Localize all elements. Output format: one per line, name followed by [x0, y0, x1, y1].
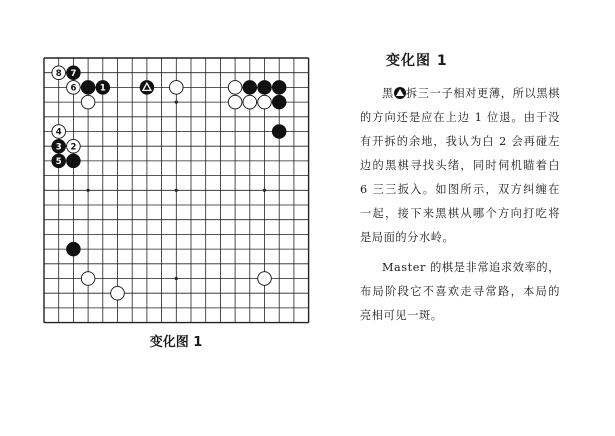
black-stone [258, 81, 272, 95]
stones-layer [52, 66, 286, 300]
white-stone-disc [258, 95, 272, 109]
white-stone-disc [228, 95, 242, 109]
move-number: 5 [55, 157, 62, 168]
white-stone-disc [258, 272, 272, 286]
white-stone [67, 139, 81, 153]
white-stone [243, 95, 257, 109]
white-stone [52, 66, 66, 80]
white-stone-disc [170, 81, 184, 95]
star-point [263, 189, 266, 192]
diagram-title: 变化图 1 [386, 53, 448, 69]
star-point [175, 277, 178, 280]
black-stone [67, 154, 81, 168]
star-point [175, 189, 178, 192]
white-stone [81, 272, 95, 286]
move-number: 3 [55, 142, 62, 153]
black-stone-disc [67, 242, 81, 256]
white-stone-disc [81, 272, 95, 286]
white-stone [81, 95, 95, 109]
white-stone [170, 81, 184, 95]
board-caption: 变化图 1 [149, 335, 203, 350]
white-stone [258, 95, 272, 109]
star-point [175, 101, 178, 104]
move-number: 4 [55, 127, 62, 138]
white-stone [228, 81, 242, 95]
p1-body: 拆三一子相对更薄，所以黑棋的方向还是应在上边 1 位退。由于没有开拆的余地，我认为白 2 会再碰左边的黑棋寻找头绪，同时伺机瞄着白 6 三三扳入。如图所示，双方纠缠在一起，接下来黑棋从哪个方向打吃将是局面的分水岭。 [360, 87, 560, 244]
black-stone-disc [272, 95, 286, 109]
move-number: 1 [99, 83, 106, 94]
commentary-paragraph-2: Master 的棋是非常追求效率的，布局阶段它不喜欢走寻常路，本局的亮相可见一斑。 [360, 261, 560, 322]
star-point [87, 189, 90, 192]
black-stone-disc [81, 81, 95, 95]
move-number: 7 [70, 68, 77, 79]
black-stone [52, 154, 66, 168]
go-board-svg [40, 54, 312, 326]
white-stone-disc [243, 95, 257, 109]
white-stone-disc [111, 286, 125, 300]
black-stone [243, 81, 257, 95]
white-stone [111, 286, 125, 300]
black-stone [67, 242, 81, 256]
commentary-panel [360, 50, 560, 334]
white-stone [258, 272, 272, 286]
white-stone [52, 125, 66, 139]
black-stone [67, 66, 81, 80]
black-stone [272, 125, 286, 139]
black-stone-disc [67, 154, 81, 168]
black-stone-disc [272, 81, 286, 95]
black-stone [81, 81, 95, 95]
black-stone [272, 81, 286, 95]
move-number: 2 [70, 142, 77, 153]
white-stone-disc [228, 81, 242, 95]
white-stone-disc [81, 95, 95, 109]
p1-lead: 黑 [382, 87, 394, 100]
black-stone [140, 81, 154, 95]
move-number: 6 [70, 83, 77, 94]
white-stone [67, 81, 81, 95]
move-number: 8 [55, 68, 62, 79]
black-stone-disc [243, 81, 257, 95]
black-stone [96, 81, 110, 95]
black-stone-disc [258, 81, 272, 95]
black-stone [52, 139, 66, 153]
black-triangle-stone-icon [394, 87, 406, 99]
white-stone [228, 95, 242, 109]
black-stone [272, 95, 286, 109]
commentary-paragraph-1 [360, 82, 560, 250]
black-stone-disc [272, 125, 286, 139]
